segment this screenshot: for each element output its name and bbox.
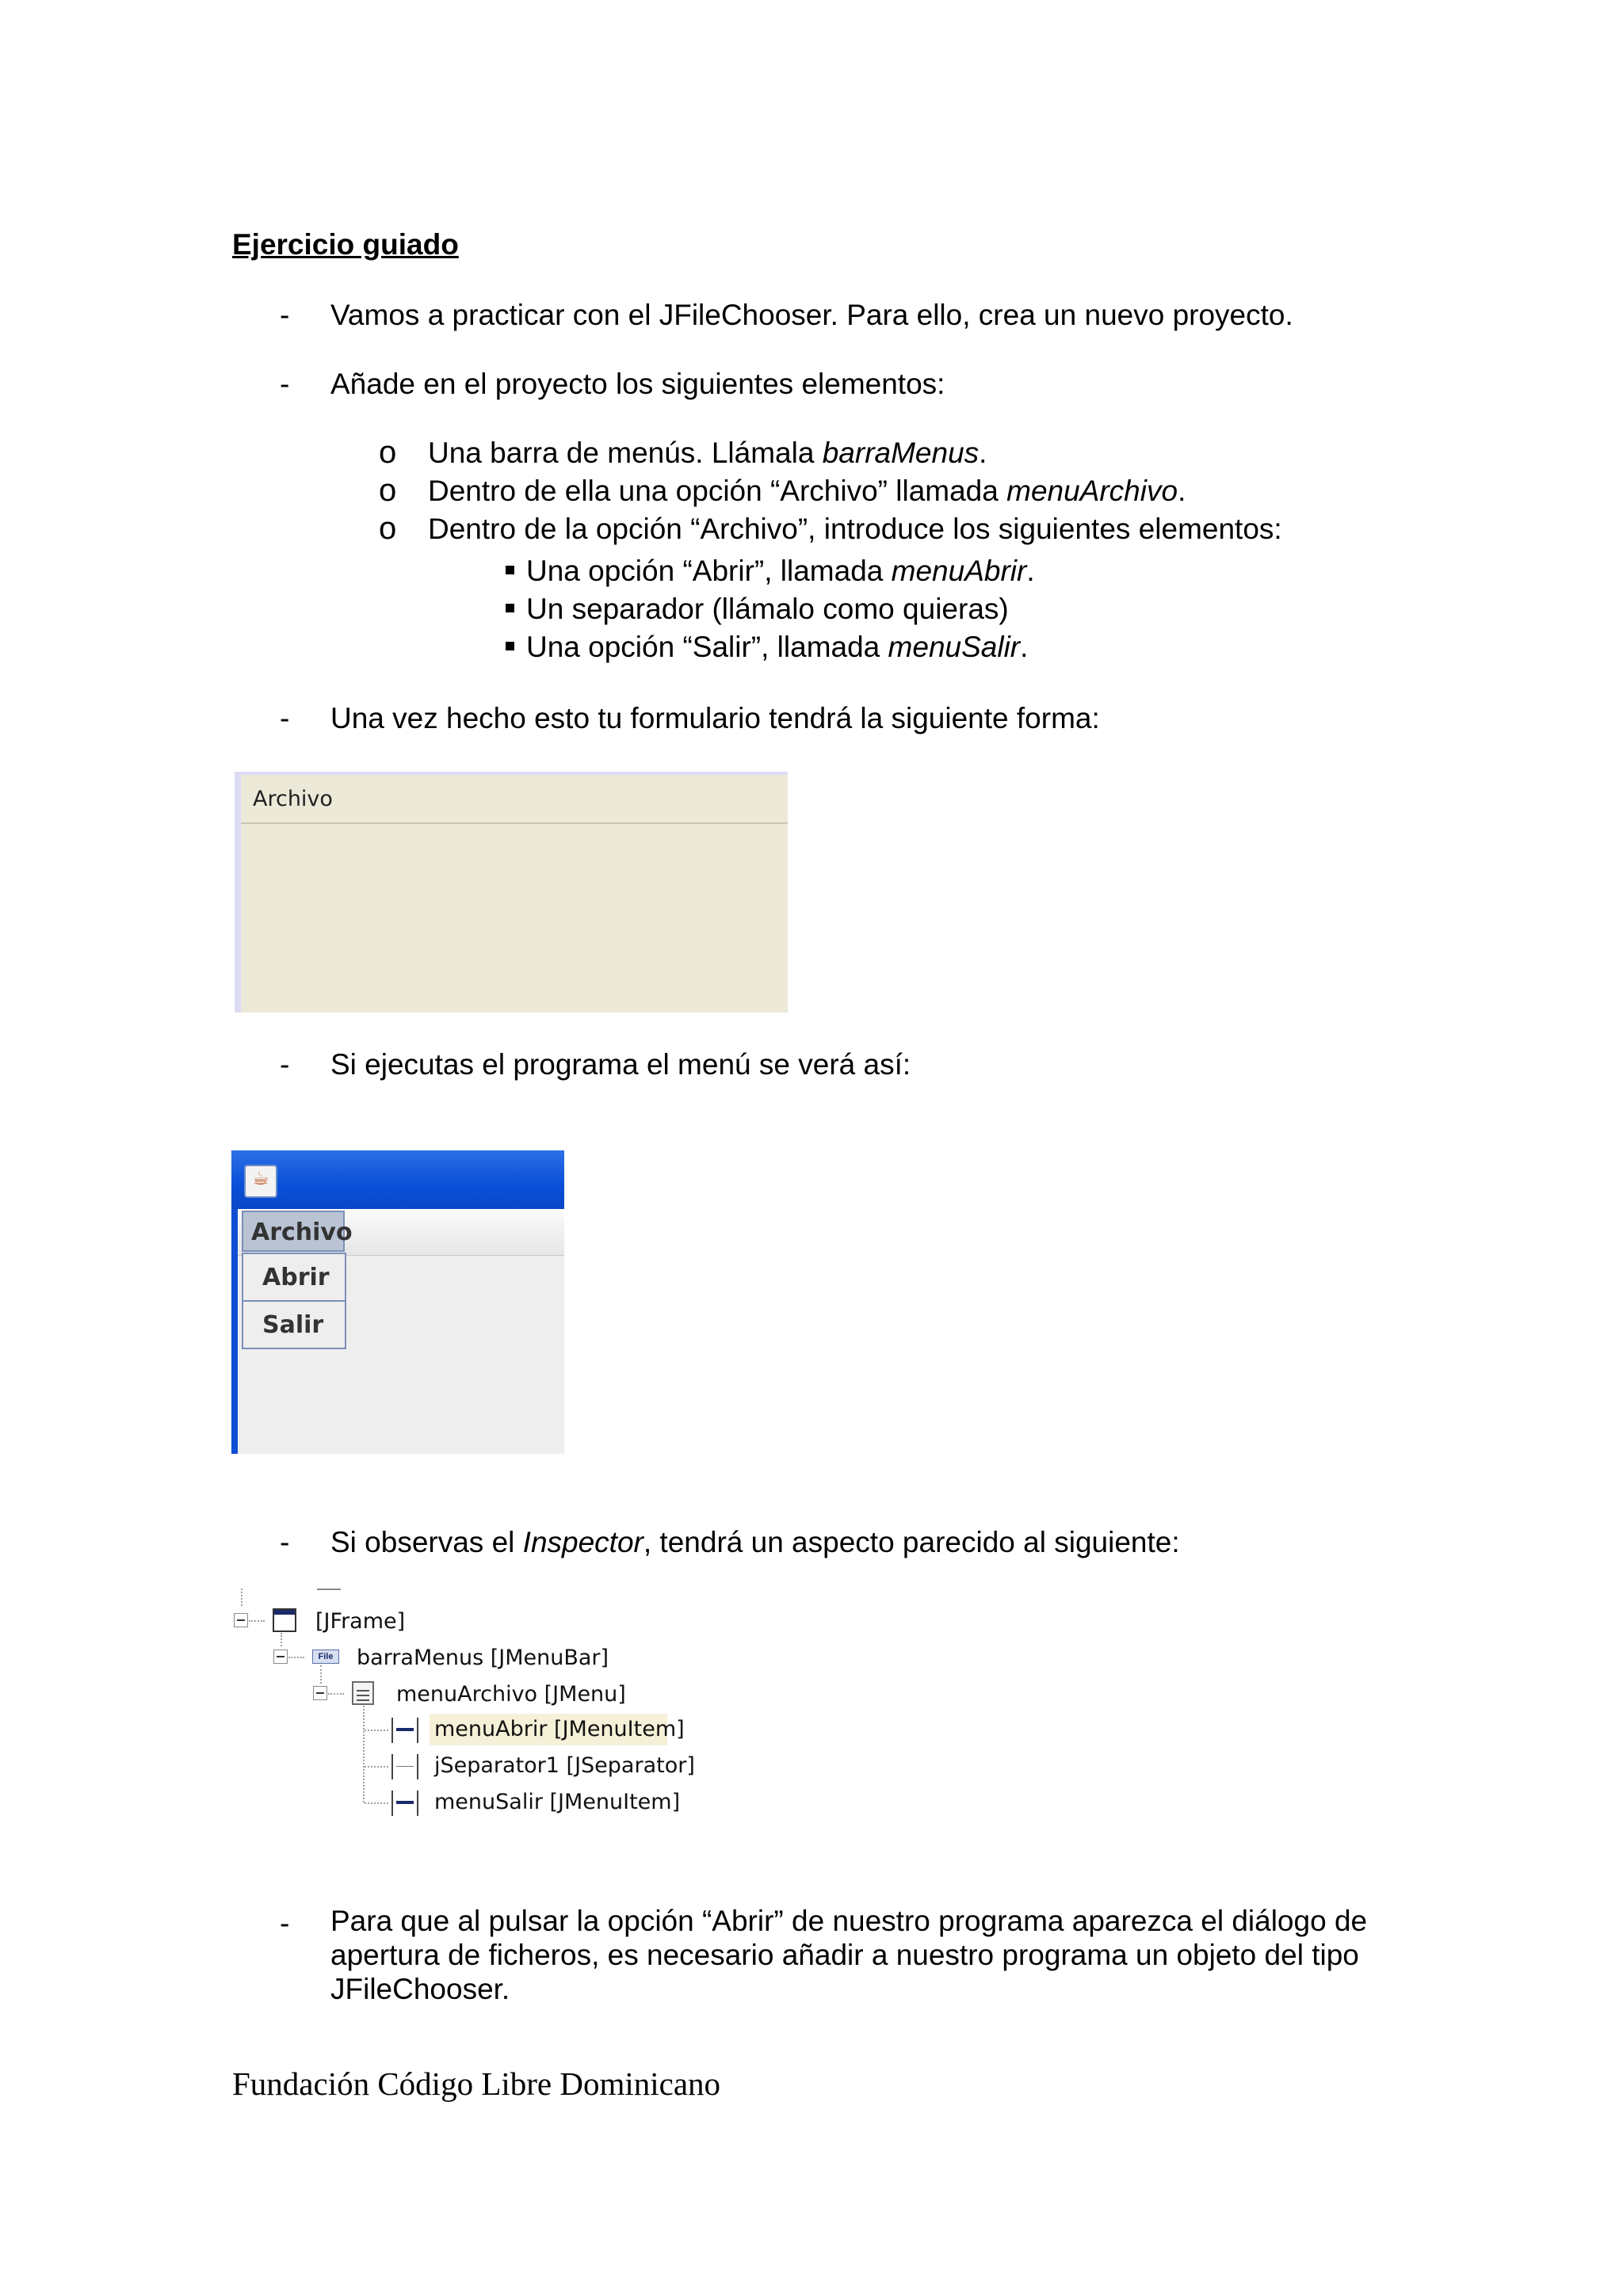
collapse-icon[interactable]: [313, 1686, 327, 1700]
subsub-item-punct: .: [1026, 555, 1035, 587]
tree-connector: [241, 1589, 242, 1606]
bullet-add-elements-text: Añade en el proyecto los siguientes elementos:: [330, 368, 945, 400]
jmenuitem-icon: [391, 1718, 418, 1743]
tree-node-label: [JFrame]: [315, 1609, 406, 1634]
menu-item-abrir[interactable]: [243, 1254, 345, 1300]
bullet-inspector-text: [330, 1526, 1180, 1559]
tree-connector: [317, 1589, 341, 1590]
menu-item-salir[interactable]: [243, 1302, 345, 1348]
bullet-form-shape-text: Una vez hecho esto tu formulario tendrá la siguiente forma:: [330, 702, 1100, 734]
tree-connector: [365, 1802, 388, 1804]
subsub-item-text: Una opción “Abrir”, llamada: [526, 555, 892, 587]
dash-marker: -: [280, 368, 290, 400]
menu-item-salir-label: Salir: [262, 1311, 324, 1339]
tree-connector: [320, 1665, 322, 1684]
subsub-item-emphasis: menuAbrir: [891, 555, 1027, 587]
subsub-item-emphasis: menuSalir: [888, 631, 1021, 663]
circle-marker: o: [379, 473, 397, 508]
bullet-inspector-pre: Si observas el: [330, 1526, 523, 1558]
collapse-icon[interactable]: [273, 1650, 288, 1664]
bullet-jfilechooser-text: Para que al pulsar la opción “Abrir” de nuestro programa aparezca el diálogo de apertura de ficheros, es necesario añadir a nuestro programa un objeto del tipo JFileChooser.: [330, 1905, 1368, 2005]
menu-popup: [242, 1253, 346, 1349]
sub-item-archivo: [428, 475, 1186, 508]
sub-item-text: Dentro de ella una opción “Archivo” llamada: [428, 475, 1007, 507]
square-bullet: [506, 604, 514, 612]
sub-item-emphasis: menuArchivo: [1006, 475, 1178, 507]
circle-marker: o: [379, 435, 397, 470]
inspector-tree-screenshot: [230, 1589, 705, 1826]
sub-item-punct: .: [979, 437, 987, 469]
form-menu-archivo: Archivo: [253, 787, 333, 811]
square-bullet: [506, 566, 514, 574]
subsub-item-text: Una opción “Salir”, llamada: [526, 631, 888, 663]
form-menubar: [241, 775, 788, 824]
menu-item-abrir-label: Abrir: [262, 1264, 330, 1291]
subsub-item-punct: .: [1020, 631, 1029, 663]
tree-connector: [328, 1693, 344, 1695]
circle-marker: o: [379, 511, 397, 546]
jmenuitem-icon: [391, 1791, 418, 1816]
tree-node-label: menuSalir [JMenuItem]: [434, 1790, 681, 1814]
tree-node-menuabrir[interactable]: [430, 1714, 685, 1745]
subsub-item-separador: Un separador (llámalo como quieras): [526, 593, 1009, 625]
jmenu-icon: [352, 1681, 374, 1705]
tree-connector: [288, 1657, 304, 1658]
dash-marker: -: [280, 1907, 290, 1939]
collapse-icon[interactable]: [234, 1613, 248, 1627]
java-coffee-icon: ☕: [244, 1165, 277, 1198]
tree-connector: [249, 1620, 265, 1622]
bullet-inspector-emphasis: Inspector: [522, 1526, 643, 1558]
running-program-screenshot: [231, 1150, 564, 1454]
dash-marker: -: [280, 702, 290, 734]
footer-organization: Fundación Código Libre Dominicano: [232, 2065, 721, 2102]
form-body: [241, 775, 788, 1013]
subsub-item-abrir: [526, 555, 1035, 588]
dash-marker: -: [280, 1526, 290, 1558]
tree-node-label: menuArchivo [JMenu]: [396, 1682, 626, 1707]
sub-item-emphasis: barraMenus: [822, 437, 980, 469]
tree-connector: [365, 1730, 388, 1731]
bullet-practice-text: Vamos a practicar con el JFileChooser. Para ello, crea un nuevo proyecto.: [330, 299, 1293, 331]
bullet-run-text: Si ejecutas el programa el menú se verá así:: [330, 1048, 911, 1081]
menubar-icon: File: [312, 1650, 339, 1664]
exercise-heading: Ejercicio guiado: [232, 228, 459, 261]
form-designer-screenshot: [235, 772, 788, 1013]
tree-node-label: menuAbrir [JMenuItem]: [434, 1717, 685, 1741]
sub-item-text: Una barra de menús. Llámala: [428, 437, 823, 469]
tree-node-label: barraMenus [JMenuBar]: [357, 1646, 609, 1670]
menu-archivo-label: Archivo: [251, 1219, 353, 1246]
tree-node-label: jSeparator1 [JSeparator]: [434, 1753, 695, 1778]
dash-marker: -: [280, 1048, 290, 1081]
square-bullet: [506, 642, 514, 650]
window-titlebar: [231, 1150, 564, 1209]
sub-item-introduce: Dentro de la opción “Archivo”, introduce los siguientes elementos:: [428, 513, 1282, 545]
sub-item-menubar: [428, 437, 987, 470]
sub-item-punct: .: [1178, 475, 1186, 507]
tree-connector: [363, 1706, 365, 1802]
bullet-inspector-post: , tendrá un aspecto parecido al siguiente:: [643, 1526, 1180, 1558]
jseparator-icon: [391, 1754, 418, 1779]
jframe-icon: [273, 1608, 296, 1632]
tree-connector: [281, 1633, 282, 1646]
subsub-item-salir: [526, 631, 1028, 664]
dash-marker: -: [280, 299, 290, 331]
window-border: [231, 1209, 238, 1454]
tree-connector: [365, 1766, 388, 1768]
menu-archivo[interactable]: [242, 1211, 353, 1252]
